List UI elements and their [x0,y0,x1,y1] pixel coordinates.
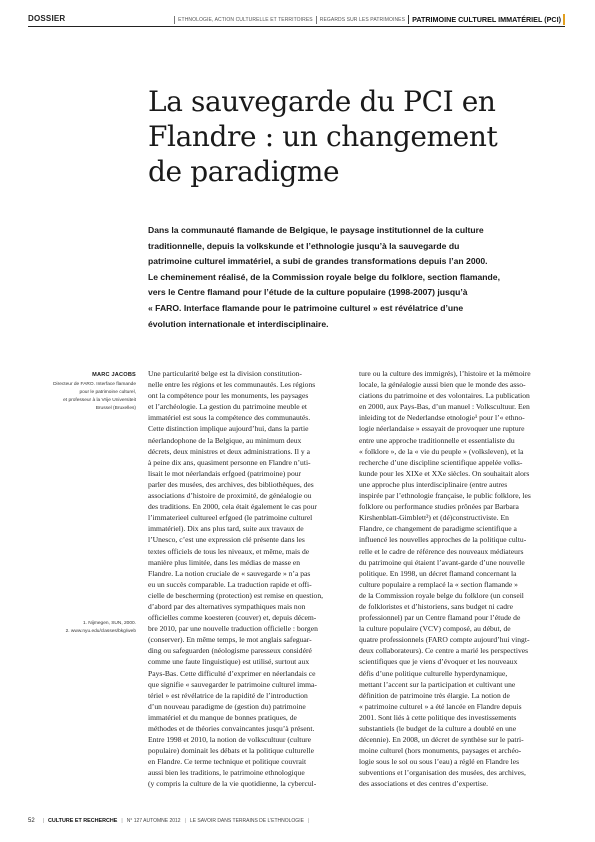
body-line: scientifiques que je viens d’évoquer et les nouveaux [359,657,518,667]
body-line: culture populaire a remplacé la « section flamande » [359,579,518,589]
body-line: ture ou la culture des immigrés), l’histoire et la mémoire [359,369,531,378]
body-line: à peine dix ans, quasiment personne en Flandre n’uti- [148,457,311,467]
body-line: Une particularité belge est la division constitution- [148,369,302,378]
footnote-1: 1. Nijmegen, SUN, 2000. [82,621,136,626]
body-line: logie sous le sol ou sous l’eau) a réglé en Flandre les [359,757,520,767]
body-line: officielles comme koesteren (couver) et, depuis décem- [148,613,317,623]
body-line: politique. En 1998, un décret flamand concernant la [359,568,517,578]
body-line: « folklore », de la « vie du peuple » (volksleven), et la [359,446,524,456]
body-line: professionnel) par un Centre flamand pour l’étude de [359,613,521,623]
body-line: locale, la généalogie aussi bien que le monde des asso- [359,380,526,390]
body-line: décrets, deux ministres et deux administrations. Il y a [148,446,310,456]
footnote-2[interactable]: 2. www.nyu.edu/classes/bkg/web [65,629,136,634]
body-line: immatériel). Dix ans plus tard, suite aux travaux de [148,524,304,534]
body-line: associations d’histoire de proximité, de généalogie ou [148,491,312,501]
body-line: folklore ou performance studies prônées par Barbara [359,502,519,512]
header-tag-2: REGARDS SUR LES PATRIMOINES [316,16,408,24]
lead-line: traditionnelle, depuis la volkskunde et l’ethnologie jusqu’à la sauvegarde du [148,240,460,251]
body-line: recherche d’une discipline scientifique appelée volks- [359,457,523,467]
body-column-1 [148,368,350,790]
body-line: parler des musées, des archives, des bibliothèques, des [148,479,314,489]
body-line: « patrimoine culturel » a été lancée en Flandre depuis [359,701,522,711]
author-block [28,372,136,413]
body-line: néerlandophone de la Belgique, au minimum deux [148,435,302,445]
body-line: Cette distinction implique aujourd’hui, dans la partie [148,424,309,434]
body-line: immatériel et du manque de bonnes pratiques, de [148,712,297,722]
header-tags [174,14,565,25]
body-line: 2001. Sont liés à cette politique des investissements [359,712,517,722]
body-line: (y compris la culture de la vie quotidienne, la cybercul- [148,779,317,789]
footer-separator: | [307,818,310,824]
author-bio-line: Brussel (Bruxelles) [95,406,136,411]
body-line: quatre professionnels (FARO compte aujourd’hui vingt- [359,635,530,645]
body-line: du patrimoine qui étaient l’avant-garde d’une nouvelle [359,557,525,567]
title-line: de paradigme [148,155,340,188]
header-theme: PATRIMOINE CULTUREL IMMATÉRIEL (PCI) [408,15,561,24]
body-line: cielle de bescherming (protection) est remise en question, [148,590,324,600]
body-line: Pays-Bas. Cette difficulté d’exprimer en néerlandais ce [148,668,316,678]
body-line: défis d’une politique culturelle hyperdynamique, [359,668,508,678]
body-line: de folkloristes et d’historiens, sans budget ni cadre [359,601,513,611]
body-line: logie néerlandaise » essayait de provoquer une rupture [359,424,525,434]
body-line: eu un succès comparable. La traduction rapide et offi- [148,579,312,589]
lead-line: Dans la communauté flamande de Belgique, le paysage institutionnel de la culture [148,225,484,235]
header-tag-1: ETHNOLOGIE, ACTION CULTURELLE ET TERRITOIRES [174,16,316,24]
body-line: ding ou safeguarden (néologisme paresseux considéré [148,646,312,656]
footer-separator: | [121,818,123,824]
body-line: entre une approche traditionnelle et essentialiste du [359,435,515,445]
lead-line: « FARO. Interface flamande pour le patrimoine culturel » est révélatrice d’une [148,302,464,313]
lead-line: vers le Centre flamand pour l’étude de la culture populaire (1998-2007) jusqu’à [148,287,468,298]
body-line: (conserver). En même temps, le mot anglais safeguar- [148,635,312,645]
body-line: influencé les nouvelles approches de la politique cultu- [359,535,527,545]
body-line: décennie). En 2008, un décret de synthèse sur le patri- [359,735,524,745]
body-line: populaire) dominait les débats et la politique culturelle [148,746,314,756]
body-line: inleiding tot de Nederlandse etnologie¹ pour l’« ethno- [359,413,525,423]
body-line: kunde pour les XIXe et XXe siècles. On souhaitait alors [359,468,530,478]
body-line: moine culturel (hors monuments, paysages et archéo- [359,746,522,756]
body-line: des associations et des centres d’expertise. [359,779,489,789]
body-line: textes officiels de tous les niveaux, et même, mais de [148,546,310,556]
body-line: méthodes et de théories convaincantes jusqu’à présent. [148,724,315,733]
lead-line: patrimoine culturel immatériel, a subi de grandes transformations depuis l’an 2000. [148,256,488,267]
issue-number: N° 127 AUTOMNE 2012 [126,818,181,824]
body-line: subventions et l’organisation des musées, des archives, [359,768,526,778]
body-line: nelle entre les régions et les communautés. Les régions [148,380,316,390]
author-bio-line: et professeur à la Vrije Universiteit [63,398,136,403]
body-line: Entre 1998 et 2010, la notion de volkscultuur (culture [148,735,312,745]
page-header [28,14,565,27]
title-line: Flandre : un changement [148,120,498,153]
author-name: MARC JACOBS [92,372,136,378]
body-line: relle et le cadre de référence des nouveaux médiateurs [359,546,524,556]
body-line: de la Commission royale belge du folklore (un conseil [359,590,524,600]
title-line: La sauvegarde du PCI en [148,85,496,118]
page-number: 52 [28,818,35,824]
author-bio [28,381,136,413]
body-line: bre 2010, par une nouvelle traduction officielle : borgen [148,624,318,634]
body-line: d’un nouveau paradigme de (gestion du) patrimoine [148,701,306,711]
body-line: Kirshenblatt-Gimblett²) et (dé)constructiviste. En [359,513,509,523]
body-line: comme une faute linguistique) est utilisé, surtout aux [148,657,310,667]
issue-title: LE SAVOIR DANS TERRAINS DE L’ETHNOLOGIE [189,818,304,824]
article-lead [148,223,558,332]
body-line: ciations du patrimoine et des volontaires. La publication [359,391,530,401]
body-line: des traditions. En 2000, cela était également le cas pour [148,502,317,512]
body-line: en 2000, aux Pays-Bas, d’un manuel : Volkscultuur. Een [359,402,530,412]
publication-name: CULTURE ET RECHERCHE [48,818,118,824]
body-line: d’abord par des alternatives sympathiques mais non [148,601,306,611]
body-line: tériel » est révélatrice de la rapidité de l’introduction [148,690,308,700]
section-label: DOSSIER [28,14,66,23]
body-line: en Flandre. Ce terme technique et politique couvrait [148,757,307,767]
body-line: la culture populaire (VCV) composé, au début, de [359,624,511,634]
article-title [148,84,558,189]
body-line: deux collaborateurs). Ce centre a marié les perspectives [359,646,529,656]
body-line: Flandre. La notion cruciale de « sauvegarde » n’a pas [148,568,311,578]
body-line: définition de patrimoine très élargie. La notion de [359,690,510,700]
footer-separator: | [184,818,186,824]
lead-line: Le cheminement réalisé, de la Commission royale belge du folklore, section flamande, [148,271,500,282]
accent-bar [563,14,565,25]
body-line: lisait le mot néerlandais erfgoed (patrimoine) pour [148,468,302,478]
body-line: aussi bien les traditions, le patrimoine ethnologique [148,768,305,778]
body-line: l’Unesco, c’est une expression clé présente dans les [148,535,305,545]
body-line: inspirée par l’ethnologie française, le public folklore, les [359,491,531,501]
body-line: immatériel est sous la compétence des communautés. [148,413,311,423]
body-column-2 [359,368,561,790]
body-line: substantiels (le budget de la culture a doublé en une [359,724,517,733]
lead-line: évolution internationale et interdisciplinaire. [148,318,329,329]
body-line: manière plus limitée, dans les médias de masse en [148,557,301,567]
author-bio-line: Directeur de FARO. Interface flamande [53,382,136,387]
body-line: et l’archéologie. La gestion du patrimoine meuble et [148,402,307,412]
body-line: Flandre, ce changement de paradigme scientifique a [359,524,517,534]
body-line: une approche plus interdisciplinaire (entre autres [359,479,508,489]
page-footer [28,818,309,824]
footer-separator: | [42,818,44,824]
body-line: l’immaterieel cultureel erfgoed (le patrimoine culturel [148,513,313,523]
author-bio-line: pour le patrimoine culturel, [79,390,136,395]
body-line: que signifie « sauvegarder le patrimoine culturel imma- [148,679,317,689]
body-line: ont la compétence pour les monuments, les paysages [148,391,309,401]
footnotes [28,620,136,636]
body-line: mettant l’accent sur la participation et cultivant une [359,679,516,689]
